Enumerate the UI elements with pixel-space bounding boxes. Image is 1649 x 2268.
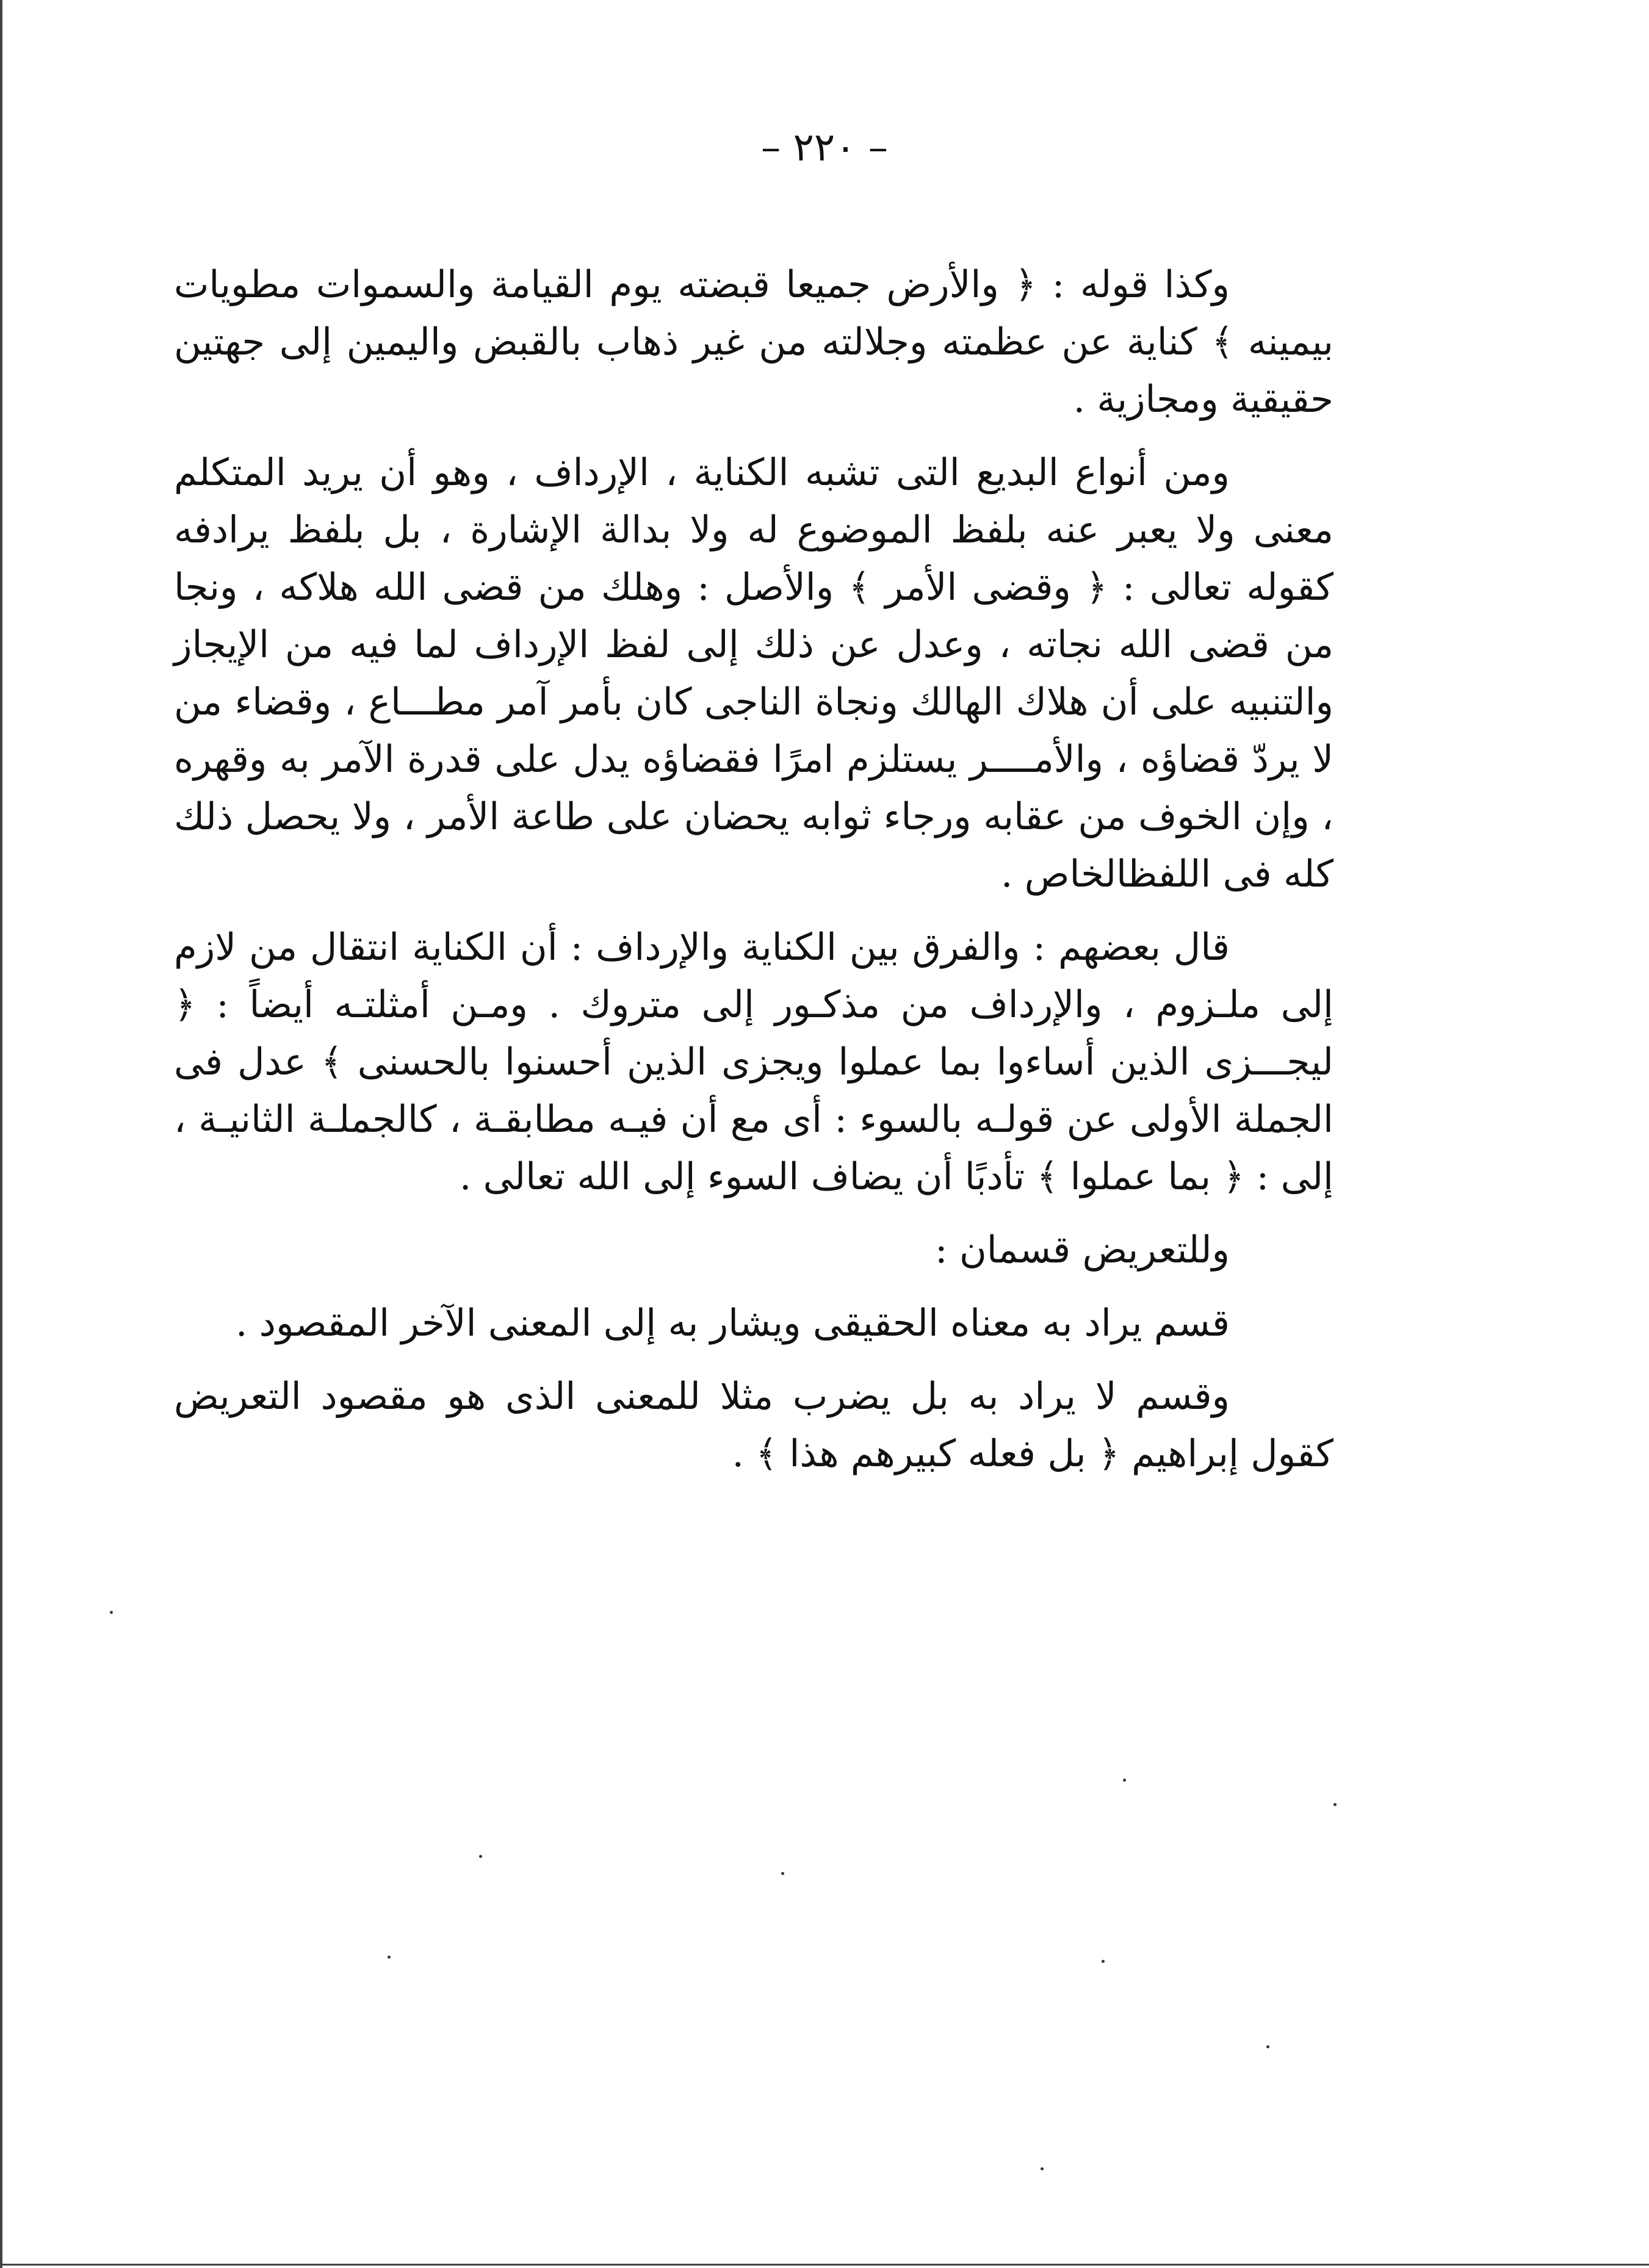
paragraph-4: وللتعريض قسمان :	[935, 1228, 1230, 1272]
scan-speck	[1123, 1779, 1126, 1782]
scan-speck	[388, 1956, 391, 1959]
scan-speck	[1333, 1803, 1337, 1806]
scan-left-edge	[0, 0, 2, 2268]
scan-bottom-edge	[0, 2264, 1649, 2266]
paragraph-3: قال بعضهم : والفرق بين الكناية والإرداف : أن الكناية انتقال من لازم إلى ملـزوم ، والإرداف من مذكـور إلى متروك . ومـن أمثلتـه أيضاً : ﴿ ليجـــزى الذين أساءوا بما عملوا ويجزى الذين أحسنوا بالحسنى ﴾ عدل فى الجملة الأولى عن قولـه بالسوء : أى مع أن فيـه مطابقـة ، كالجملـة الثانيـة ، إلى : ﴿ بما عملوا ﴾ تأدبًا أن يضاف السوء إلى الله تعالى .	[174, 926, 1333, 1198]
paragraph-1: وكذا قوله : ﴿ والأرض جميعا قبضته يوم القيامة والسموات مطويات بيمينه ﴾ كناية عن عظمته وجلالته من غير ذهاب بالقبض واليمين إلى جهتين حقيقية ومجازية .	[174, 263, 1333, 421]
scan-speck	[1041, 2167, 1044, 2170]
scan-speck	[110, 1611, 113, 1614]
paragraph-6: وقسم لا يراد به بل يضرب مثلا للمعنى الذى هو مقصود التعريض كقول إبراهيم ﴿ بل فعله كبيرهم هذا ﴾ .	[174, 1375, 1333, 1475]
paragraph-5: قسم يراد به معناه الحقيقى ويشار به إلى المعنى الآخر المقصود .	[236, 1301, 1230, 1345]
paragraph-2: ومن أنواع البديع التى تشبه الكناية ، الإرداف ، وهو أن يريد المتكلم معنى ولا يعبر عنه بلفظ الموضوع له ولا بدالة الإشارة ، بل بلفظ يرادفه كقوله تعالى : ﴿ وقضى الأمر ﴾ والأصل : وهلك من قضى الله هلاكه ، ونجا من قضى الله نجاته ، وعدل عن ذلك إلى لفظ الإرداف لما فيه من الإيجاز والتنبيه على أن هلاك الهالك ونجاة الناجى كان بأمر آمر مطـــاع ، وقضاء من لا يردّ قضاؤه ، والأمــــر يستلزم امرًا فقضاؤه يدل على قدرة الآمر به وقهره ، وإن الخوف من عقابه ورجاء ثوابه يحضان على طاعة الأمر ، ولا يحصل ذلك كله فى اللفظالخاص .	[174, 451, 1333, 896]
scan-speck	[1266, 2045, 1269, 2048]
scan-speck	[781, 1872, 784, 1875]
scan-speck	[1102, 1960, 1105, 1963]
body-text	[174, 256, 1333, 1499]
page-number: – ٢٢٠ –	[761, 125, 888, 170]
scan-speck	[479, 1855, 482, 1858]
